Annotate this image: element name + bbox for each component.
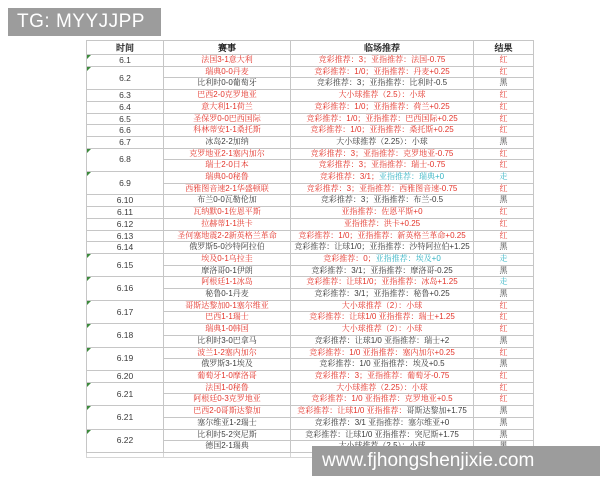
table-row [87,148,534,160]
table-row [87,55,534,67]
recommendation-cell [291,90,474,102]
result-cell [474,148,534,160]
telegram-handle-text: TG: MYYJJPP [17,11,145,32]
match-cell [164,148,291,160]
match-text: 布兰0-0瓦勒伦加 [197,195,257,205]
result-text: 黑 [499,429,508,439]
recommendation-cell [291,66,474,78]
date-text: 6.20 [116,370,134,381]
table-row [87,195,534,207]
result-cell [474,417,534,429]
col-header-match: 赛事 [164,41,291,55]
recommendation-cell [291,277,474,289]
match-cell [164,324,291,336]
empty-cell [87,452,164,457]
result-text: 黑 [499,78,508,88]
match-cell [164,183,291,195]
result-text: 红 [499,394,508,404]
result-text: 红 [499,66,508,76]
match-cell [164,242,291,254]
recommendation-text: 竞彩推荐：1/0 亚指推荐：克罗地亚+0.5 [311,394,453,404]
table-row [87,370,534,382]
match-text: 瑞典0-0丹麦 [205,66,249,76]
recommendation-cell [291,78,474,90]
match-cell [164,55,291,67]
result-text: 红 [499,218,508,228]
date-cell [87,66,164,89]
recommendation-cell [291,218,474,230]
recommendation-cell [291,172,474,184]
recommendation-text: 竞彩推荐：让球1/0 亚指推荐：瑞士+1.25 [309,312,455,322]
date-cell [87,382,164,405]
recommendation-text: 竞彩推荐：3/1； [319,172,379,182]
recommendation-text: 竞彩推荐：3；亚指推荐：西雅图音速-0.75 [306,183,458,193]
match-cell [164,406,291,418]
match-text: 意大利1-1荷兰 [201,101,253,111]
date-text: 6.13 [116,230,134,241]
result-cell [474,125,534,137]
date-cell [87,242,164,254]
date-cell [87,324,164,347]
recommendation-text: 竞彩推荐：1/0 亚指推荐：塞内加尔+0.25 [309,347,455,357]
date-text: 6.21 [116,411,134,422]
recommendation-text: 竞彩推荐：3；亚指推荐：克罗地亚-0.75 [310,148,454,158]
result-text: 黑 [499,359,508,369]
recommendation-cell [291,417,474,429]
table-row [87,230,534,242]
result-text: 黑 [499,136,508,146]
table-row [87,242,534,254]
result-text: 红 [499,370,508,380]
match-text: 阿根廷1-1冰岛 [201,277,253,287]
recommendation-cell [291,300,474,312]
match-text: 圣何塞地震2-2新英格兰革命 [177,230,277,240]
recommendation-text: 竞彩推荐：3/1 亚指推荐：塞尔维亚+0 [314,417,450,427]
table-row [87,300,534,312]
result-text: 黑 [499,242,508,252]
match-cell [164,113,291,125]
recommendation-cell [291,335,474,347]
date-text: 6.17 [116,306,134,317]
recommendation-table [86,40,534,458]
date-cell [87,172,164,195]
recommendation-cell [291,312,474,324]
match-text: 俄罗斯3-1埃及 [201,359,253,369]
date-cell [87,370,164,382]
recommendation-text: 竞彩推荐：让球1/0；亚指推荐：冰岛+1.25 [306,277,458,287]
match-text: 俄罗斯5-0沙特阿拉伯 [189,242,265,252]
result-text: 红 [499,160,508,170]
result-cell [474,347,534,359]
date-cell [87,195,164,207]
date-cell [87,113,164,125]
recommendation-cell [291,382,474,394]
match-cell [164,195,291,207]
recommendation-text: 竞彩推荐：1/0；亚指推荐：丹麦+0.25 [314,66,450,76]
green-corner-flag-icon [87,324,91,328]
match-text: 摩洛哥0-1伊朗 [201,265,253,275]
table-row [87,429,534,441]
col-header-recommendation: 临场推荐 [291,41,474,55]
table-header-row [87,41,534,55]
table-row [87,101,534,113]
table-row [87,347,534,359]
recommendation-cell [291,429,474,441]
date-cell [87,406,164,429]
match-cell [164,429,291,441]
green-corner-flag-icon [87,406,91,410]
table-row [87,113,534,125]
match-text: 瑞典1-0韩国 [205,324,249,334]
recommendation-text: 竞彩推荐：3/1；亚指推荐：秘鲁+0.25 [314,289,450,299]
result-cell [474,136,534,148]
match-cell [164,370,291,382]
match-text: 冰岛2-2加纳 [205,136,249,146]
result-cell [474,160,534,172]
match-cell [164,218,291,230]
recommendation-cell [291,183,474,195]
result-text: 黑 [499,265,508,275]
result-text: 红 [499,125,508,135]
match-text: 哥斯达黎加0-1塞尔维亚 [185,300,269,310]
result-cell [474,218,534,230]
date-cell [87,429,164,452]
match-text: 克罗地亚2-1塞内加尔 [189,148,265,158]
recommendation-cell [291,253,474,265]
match-text: 德国2-1瑞典 [205,441,249,451]
date-cell [87,253,164,276]
result-text: 红 [499,230,508,240]
recommendation-text: 竞彩推荐：1/0；亚指推荐：新英格兰革命+0.25 [298,230,466,240]
date-text: 6.3 [119,90,131,101]
green-corner-flag-icon [87,149,91,153]
result-text: 走 [499,172,508,182]
table-row [87,324,534,336]
result-cell [474,230,534,242]
recommendation-cell [291,207,474,219]
table-row [87,406,534,418]
recommendation-text: 竞彩推荐：3/1；亚指推荐：摩洛哥-0.25 [311,265,453,275]
result-text: 黑 [499,195,508,205]
result-cell [474,207,534,219]
table-row [87,136,534,148]
recommendation-cell [291,370,474,382]
result-cell [474,66,534,78]
match-cell [164,78,291,90]
match-cell [164,136,291,148]
table-row [87,207,534,219]
recommendation-text: 竞彩推荐：3；亚指推荐：比利时-0.5 [316,78,448,88]
match-text: 比利时0-0葡萄牙 [197,78,257,88]
result-cell [474,78,534,90]
date-text: 6.5 [119,113,131,124]
match-cell [164,289,291,301]
match-text: 比利时3-0巴拿马 [197,335,257,345]
telegram-handle-banner [8,8,161,36]
date-cell [87,230,164,242]
match-text: 法国1-0秘鲁 [205,382,249,392]
result-cell [474,324,534,336]
date-cell [87,125,164,137]
result-text: 红 [499,148,508,158]
green-corner-flag-icon [87,67,91,71]
match-cell [164,300,291,312]
match-text: 塞尔维亚1-2瑞士 [197,417,257,427]
result-cell [474,113,534,125]
recommendation-cell [291,125,474,137]
result-text: 红 [499,324,508,334]
green-corner-flag-icon [87,430,91,434]
result-cell [474,289,534,301]
date-text: 6.18 [116,330,134,341]
match-cell [164,160,291,172]
result-text: 红 [499,55,508,64]
table-row [87,382,534,394]
result-text: 红 [499,382,508,392]
date-cell [87,55,164,67]
result-cell [474,370,534,382]
match-cell [164,312,291,324]
result-cell [474,55,534,67]
recommendation-cell [291,359,474,371]
result-cell [474,429,534,441]
recommendation-cell [291,324,474,336]
match-text: 西雅图音速2-1华盛顿联 [185,183,269,193]
result-cell [474,335,534,347]
result-cell [474,406,534,418]
green-corner-flag-icon [87,348,91,352]
website-watermark [312,446,600,476]
recommendation-text: 大小球推荐（2.25）：小球 [336,136,428,146]
result-text: 黑 [499,289,508,299]
result-text: 黑 [499,335,508,345]
recommendation-text: 竞彩推荐：3；亚指推荐：葡萄牙-0.75 [314,370,450,380]
green-corner-flag-icon [87,383,91,387]
col-header-time: 时间 [87,41,164,55]
result-cell [474,312,534,324]
result-text: 红 [499,113,508,123]
match-cell [164,277,291,289]
result-text: 红 [499,183,508,193]
result-cell [474,242,534,254]
date-cell [87,347,164,370]
result-cell [474,253,534,265]
date-text: 6.21 [116,388,134,399]
recommendation-text: 竞彩推荐：让球1/0 亚指推荐：瑞士+2 [314,335,450,345]
recommendation-text: 竞彩推荐：3；亚指推荐：布兰-0.5 [320,195,444,205]
table-row [87,218,534,230]
result-cell [474,172,534,184]
recommendation-cell [291,347,474,359]
result-text: 走 [499,253,508,263]
match-text: 葡萄牙1-0摩洛哥 [197,370,257,380]
date-text: 6.15 [116,259,134,270]
date-text: 6.22 [116,435,134,446]
match-cell [164,265,291,277]
date-text: 6.1 [119,55,131,65]
match-cell [164,230,291,242]
date-cell [87,277,164,300]
match-text: 阿根廷0-3克罗地亚 [193,394,261,404]
recommendation-text: 大小球推荐（2）：小球 [341,300,423,310]
date-cell [87,218,164,230]
match-text: 秘鲁0-1丹麦 [205,289,249,299]
match-text: 瓦纳默0-1佐恩平斯 [193,207,261,217]
match-text: 巴西1-1瑞士 [205,312,249,322]
match-text: 科林蒂安1-1桑托斯 [193,125,261,135]
table-row [87,125,534,137]
date-text: 6.9 [119,177,131,188]
date-cell [87,101,164,113]
date-text: 6.7 [119,136,131,147]
green-corner-flag-icon [87,301,91,305]
match-cell [164,207,291,219]
result-cell [474,382,534,394]
recommendation-text: 大小球推荐（2.25）：小球 [336,382,428,392]
match-text: 巴西2-0哥斯达黎加 [193,406,261,416]
recommendation-text: 竞彩推荐：让球1/0；亚指推荐：沙特阿拉伯+1.25 [294,242,470,252]
recommendation-cell [291,406,474,418]
green-corner-flag-icon [87,254,91,258]
recommendation-cell [291,160,474,172]
match-cell [164,441,291,453]
recommendation-cell [291,242,474,254]
result-cell [474,394,534,406]
empty-cell [164,452,291,457]
date-text: 6.19 [116,353,134,364]
date-cell [87,90,164,102]
result-text: 红 [499,312,508,322]
date-cell [87,300,164,323]
recommendation-cell [291,289,474,301]
green-corner-flag-icon [87,172,91,176]
match-cell [164,417,291,429]
result-text: 红 [499,300,508,310]
green-corner-flag-icon [87,277,91,281]
match-cell [164,347,291,359]
recommendation-cell [291,195,474,207]
match-text: 埃及0-1乌拉圭 [201,253,253,263]
date-text: 6.16 [116,283,134,294]
recommendation-text: 竞彩推荐：3；亚指推荐：法国-0.75 [318,55,446,64]
result-text: 红 [499,347,508,357]
match-text: 巴西2-0克罗地亚 [197,90,257,100]
match-text: 拉赫蒂1-1洪卡 [201,218,253,228]
match-cell [164,335,291,347]
recommendation-cell [291,148,474,160]
result-cell [474,277,534,289]
result-cell [474,359,534,371]
spreadsheet-area [86,40,534,458]
recommendation-cell [291,230,474,242]
recommendation-text: 大小球推荐（2）：小球 [341,324,423,334]
result-cell [474,90,534,102]
recommendation-cell [291,113,474,125]
match-cell [164,172,291,184]
recommendation-text: 亚指推荐：瑞典+0 [379,172,445,182]
recommendation-text: 竞彩推荐：1/0；亚指推荐：桑托斯+0.25 [310,125,454,135]
date-text: 6.8 [119,154,131,165]
recommendation-text: 哥斯达黎加+1.75 [406,406,467,416]
recommendation-cell [291,101,474,113]
recommendation-text: 竞彩推荐：1/0；亚指推荐：荷兰+0.25 [314,101,450,111]
match-cell [164,101,291,113]
match-cell [164,359,291,371]
match-cell [164,253,291,265]
match-cell [164,394,291,406]
recommendation-cell [291,394,474,406]
website-url-text: www.fjhongshenjixie.com [322,450,535,471]
result-cell [474,183,534,195]
result-cell [474,300,534,312]
match-text: 波兰1-2塞内加尔 [197,347,257,357]
recommendation-cell [291,136,474,148]
recommendation-text: 竞彩推荐：1/0 亚指推荐：埃及+0.5 [319,359,445,369]
date-text: 6.14 [116,242,134,253]
match-cell [164,90,291,102]
date-text: 6.12 [116,218,134,229]
table-row [87,253,534,265]
date-text: 6.2 [119,72,131,83]
table-row [87,66,534,78]
date-cell [87,136,164,148]
table-row [87,277,534,289]
recommendation-text: 大小球推荐（2.5）：小球 [338,90,426,100]
table-row [87,90,534,102]
recommendation-text: 竞彩推荐：0； [323,253,376,263]
date-text: 6.11 [117,207,133,218]
green-corner-flag-icon [87,55,91,59]
match-cell [164,382,291,394]
result-cell [474,265,534,277]
recommendation-text: 亚指推荐：佐恩平斯+0 [341,207,423,217]
result-text: 黑 [499,417,508,427]
recommendation-cell [291,265,474,277]
col-header-result: 结果 [474,41,534,55]
result-text: 红 [499,90,508,100]
recommendation-text: 亚指推荐：洪卡+0.25 [343,218,421,228]
match-cell [164,125,291,137]
result-text: 红 [499,101,508,111]
result-cell [474,195,534,207]
date-cell [87,148,164,171]
match-text: 瑞士2-0日本 [205,160,249,170]
match-text: 圣保罗0-0巴西国际 [193,113,261,123]
match-text: 瑞典0-0秘鲁 [205,172,249,182]
recommendation-text: 亚指推荐：埃及+0 [375,253,441,263]
date-text: 6.6 [119,125,131,136]
table-row [87,172,534,184]
result-text: 红 [499,207,508,217]
date-cell [87,207,164,219]
match-cell [164,66,291,78]
date-text: 6.10 [116,195,134,206]
match-text: 比利时5-2突尼斯 [197,429,257,439]
result-text: 走 [499,277,508,287]
recommendation-text: 竞彩推荐：3；亚指推荐：瑞士-0.75 [318,160,446,170]
recommendation-text: 竞彩推荐：让球1/0 亚指推荐：突尼斯+1.75 [305,429,459,439]
recommendation-text: 竞彩推荐：让球1/0 亚指推荐： [297,406,407,416]
result-text: 黑 [499,406,508,416]
recommendation-text: 竞彩推荐：1/0；亚指推荐：巴西国际+0.25 [306,113,458,123]
match-text: 法国3-1意大利 [201,55,253,64]
date-text: 6.4 [119,101,131,112]
result-cell [474,101,534,113]
recommendation-cell [291,55,474,67]
